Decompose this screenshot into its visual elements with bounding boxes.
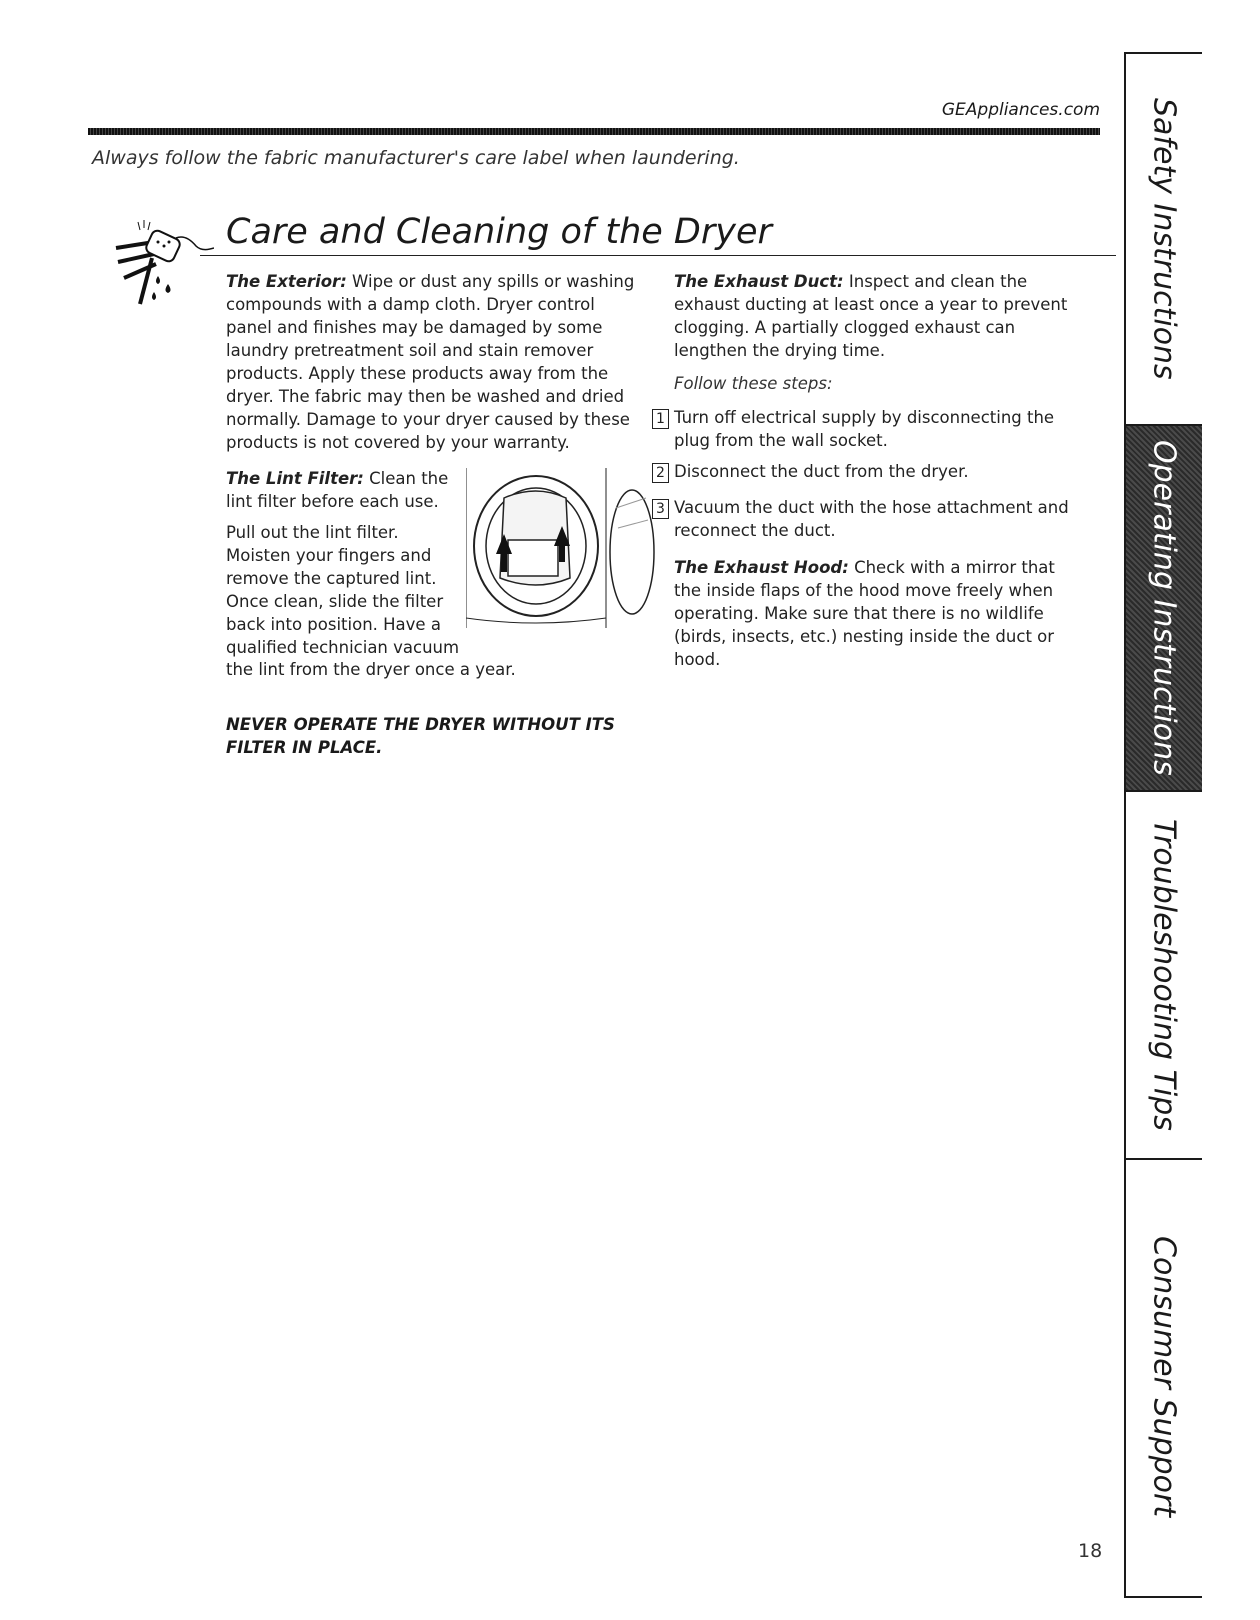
lint-filter-block — [226, 467, 461, 659]
tab-label: Operating Instructions — [1146, 440, 1182, 776]
lint-filter-steps: Pull out the lint filter. Moisten your fingers and remove the captured lint. Once clean, slide the filter back into position. Have a qualified technician vacuum — [226, 523, 460, 657]
tab-operating-instructions[interactable] — [1126, 426, 1202, 792]
exterior-paragraph — [226, 270, 636, 454]
tab-safety-instructions[interactable] — [1126, 54, 1202, 426]
site-url: GEAppliances.com — [941, 100, 1100, 120]
lint-filter-steps-tail: the lint from the dryer once a year. — [226, 660, 516, 679]
exhaust-duct-text: Inspect and clean the exhaust ducting at least once a year to prevent clogging. A partially clogged exhaust can lengthen the drying time. — [674, 272, 1068, 360]
page-number: 18 — [1078, 1540, 1103, 1562]
step-text: Vacuum the duct with the hose attachment and reconnect the duct. — [674, 498, 1069, 540]
duct-step — [652, 460, 1092, 483]
filter-warning: NEVER OPERATE THE DRYER WITHOUT ITS FILTER IN PLACE. — [226, 714, 615, 757]
follow-steps-label: Follow these steps: — [674, 374, 833, 393]
tab-label: Troubleshooting Tips — [1146, 819, 1182, 1131]
tab-label: Safety Instructions — [1146, 98, 1182, 380]
top-divider — [88, 128, 1100, 135]
tab-troubleshooting-tips[interactable] — [1126, 792, 1202, 1160]
step-number: 2 — [652, 463, 669, 483]
exhaust-hood-heading: The Exhaust Hood: — [674, 558, 849, 577]
duct-step — [652, 496, 1092, 542]
exhaust-duct-heading: The Exhaust Duct: — [674, 272, 844, 291]
lint-filter-intro — [226, 467, 461, 513]
title-divider — [200, 255, 1116, 256]
exterior-text: Wipe or dust any spills or washing compounds with a damp cloth. Dryer control panel and finishes may be damaged by some laundry pretreatment soil and stain remover products. Apply these products away from the dryer. The fabric may then be washed and dried normally. Damage to your dryer caused by these products is not covered by your warranty. — [226, 272, 635, 452]
step-number: 3 — [652, 499, 669, 519]
lint-filter-text: Clean the lint filter before each use. — [226, 469, 449, 511]
exhaust-duct-paragraph — [674, 270, 1084, 362]
step-number: 1 — [652, 409, 669, 429]
exterior-heading: The Exterior: — [226, 272, 347, 291]
dryer-lint-filter-illustration — [466, 468, 656, 654]
tab-consumer-support[interactable] — [1126, 1160, 1202, 1594]
section-tabs-sidebar — [1124, 52, 1202, 1598]
exhaust-hood-paragraph — [674, 556, 1074, 671]
care-label-note: Always follow the fabric manufacturer's care label when laundering. — [92, 147, 740, 169]
duct-step — [652, 406, 1092, 452]
tab-label: Consumer Support — [1146, 1236, 1182, 1518]
section-title: Care and Cleaning of the Dryer — [226, 212, 772, 252]
exhaust-hood-text: Check with a mirror that the inside flaps of the hood move freely when operating. Make sure that there is no wildlife (birds, insects, etc.) nesting inside the duct or hood. — [674, 558, 1055, 669]
sponge-cleaning-icon — [114, 214, 214, 314]
step-text: Disconnect the duct from the dryer. — [674, 462, 969, 481]
step-text: Turn off electrical supply by disconnecting the plug from the wall socket. — [674, 408, 1055, 450]
lint-filter-heading: The Lint Filter: — [226, 469, 364, 488]
